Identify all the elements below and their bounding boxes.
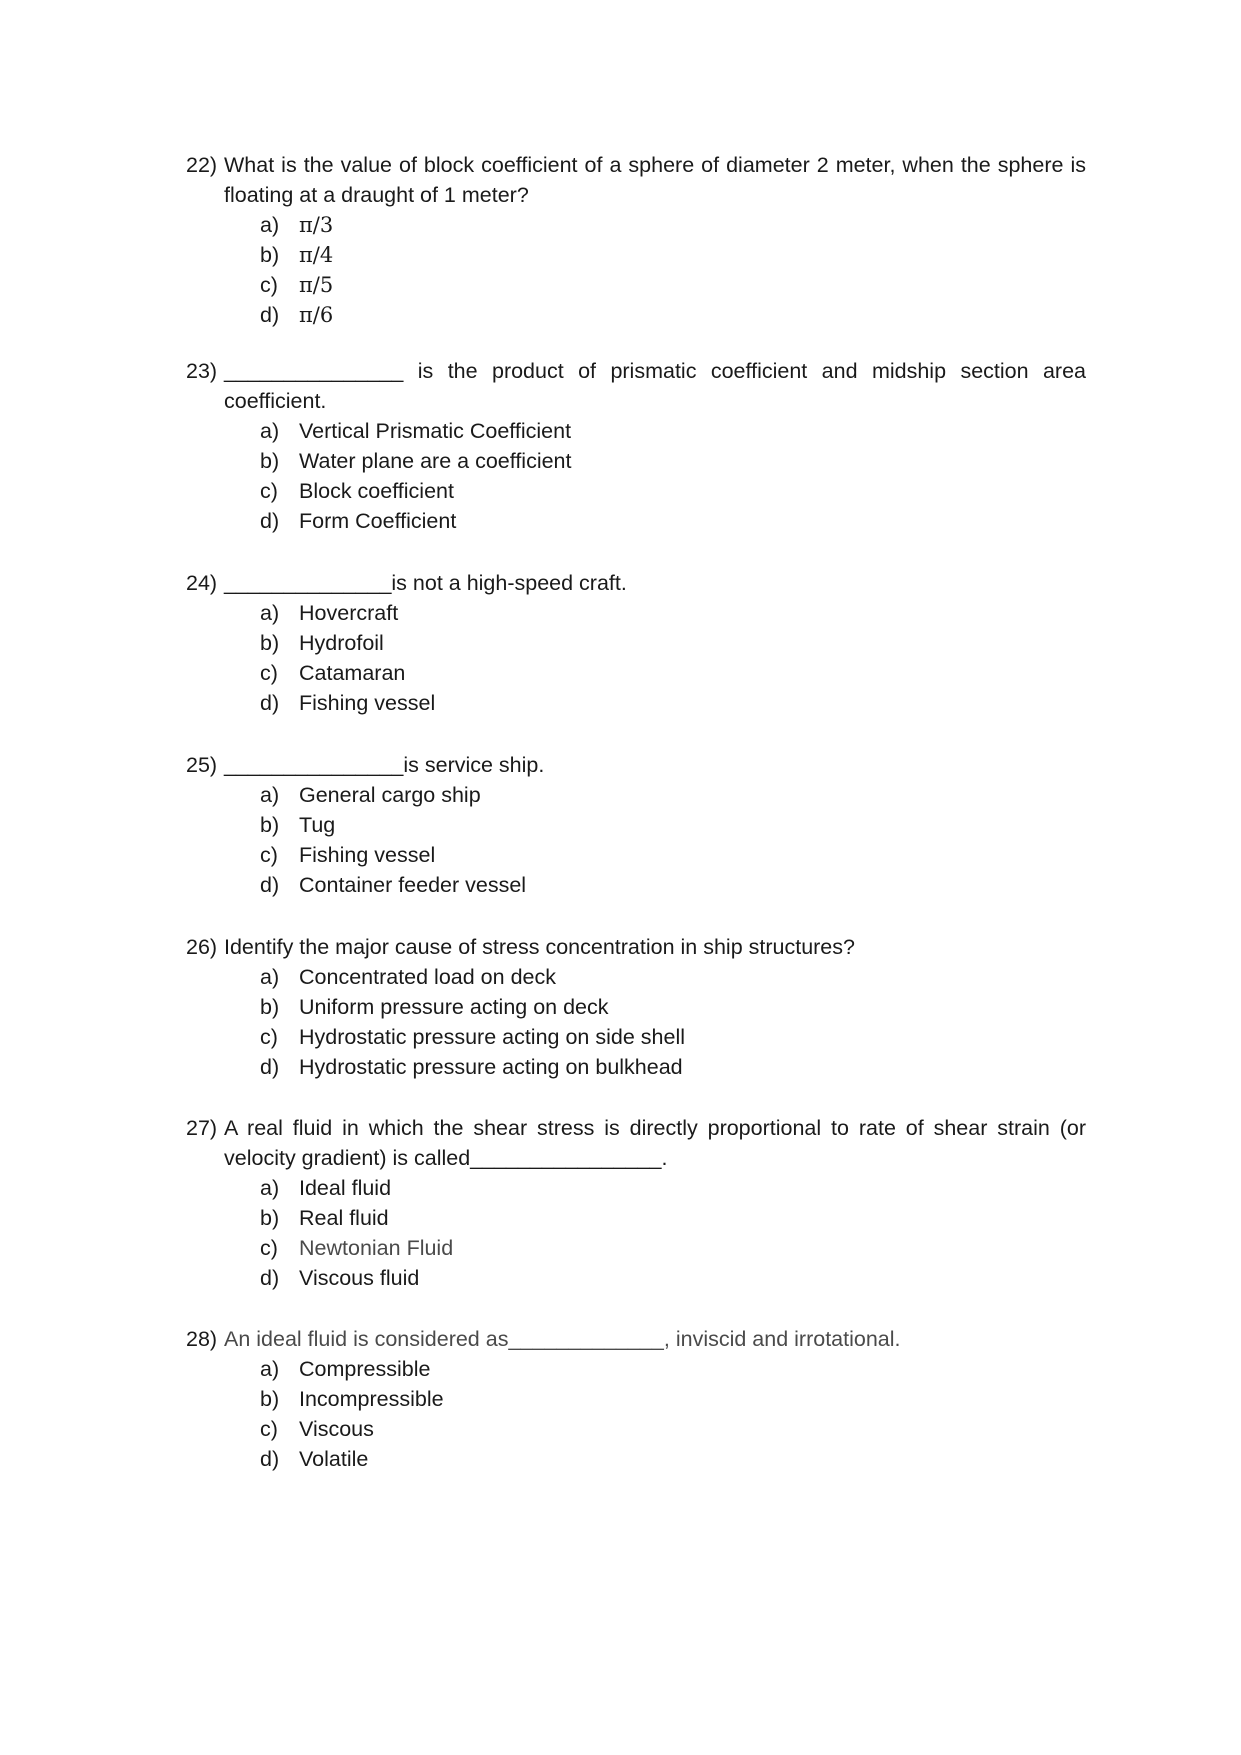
option-list (186, 1354, 1086, 1474)
option-text: Ideal fluid (299, 1176, 392, 1200)
option-b (186, 1203, 1086, 1233)
option-a (186, 1173, 1086, 1203)
option-text: Container feeder vessel (299, 873, 527, 897)
option-letter: d) (260, 509, 280, 533)
option-text: Viscous fluid (299, 1266, 420, 1290)
option-a (186, 780, 1086, 810)
option-text: Fishing vessel (299, 843, 436, 867)
question-text-block (186, 932, 1086, 962)
option-b (186, 1384, 1086, 1414)
option-c (186, 658, 1086, 688)
option-text: Water plane are a coefficient (299, 449, 572, 473)
option-letter: c) (260, 1236, 278, 1260)
option-letter: d) (260, 1447, 280, 1471)
option-a (186, 416, 1086, 446)
option-list (186, 962, 1086, 1082)
question-25 (186, 750, 1086, 900)
option-c (186, 1022, 1086, 1052)
option-letter: b) (260, 1387, 280, 1411)
option-c (186, 270, 1086, 300)
option-c (186, 476, 1086, 506)
question-text: _______________is service ship. (224, 753, 545, 777)
question-22 (186, 150, 1086, 330)
option-text: Compressible (299, 1357, 431, 1381)
option-d (186, 1052, 1086, 1082)
question-text: What is the value of block coefficient of a sphere of diameter 2 meter, when the sphere is floating at a draught of 1 meter? (224, 153, 1086, 207)
option-d (186, 688, 1086, 718)
option-a (186, 1354, 1086, 1384)
option-list (186, 598, 1086, 718)
option-letter: d) (260, 1055, 280, 1079)
option-list (186, 1173, 1086, 1293)
option-letter: a) (260, 965, 280, 989)
option-text: Hydrostatic pressure acting on bulkhead (299, 1055, 683, 1079)
question-28 (186, 1324, 1086, 1474)
option-text: Hydrostatic pressure acting on side shell (299, 1025, 685, 1049)
question-text-block (186, 150, 1086, 210)
option-list (186, 210, 1086, 330)
option-text: π/6 (299, 303, 334, 327)
option-b (186, 240, 1086, 270)
option-letter: c) (260, 1417, 278, 1441)
option-d (186, 300, 1086, 330)
option-b (186, 628, 1086, 658)
question-27 (186, 1113, 1086, 1293)
option-list (186, 416, 1086, 536)
option-letter: a) (260, 1176, 280, 1200)
option-letter: b) (260, 1206, 280, 1230)
question-text: Identify the major cause of stress concentration in ship structures? (224, 935, 855, 959)
question-number: 26) (186, 935, 218, 959)
question-text-block (186, 750, 1086, 780)
question-text-block (186, 1324, 1086, 1354)
question-text-block (186, 568, 1086, 598)
option-letter: c) (260, 479, 278, 503)
option-text: Viscous (299, 1417, 374, 1441)
question-text-block (186, 1113, 1086, 1173)
option-text: π/5 (299, 273, 334, 297)
question-number: 22) (186, 153, 218, 177)
option-letter: a) (260, 213, 280, 237)
option-text: Newtonian Fluid (299, 1236, 454, 1260)
option-letter: d) (260, 303, 280, 327)
option-letter: c) (260, 1025, 278, 1049)
option-text: Tug (299, 813, 336, 837)
option-d (186, 1444, 1086, 1474)
option-text: Form Coefficient (299, 509, 457, 533)
option-letter: b) (260, 449, 280, 473)
option-text: Volatile (299, 1447, 369, 1471)
option-text: Vertical Prismatic Coefficient (299, 419, 572, 443)
option-letter: b) (260, 631, 280, 655)
option-text: Incompressible (299, 1387, 444, 1411)
option-letter: a) (260, 419, 280, 443)
question-23 (186, 356, 1086, 536)
question-text: _______________ is the product of prismatic coefficient and midship section area coefficient. (224, 359, 1086, 413)
option-text: π/4 (299, 243, 334, 267)
option-text: Hovercraft (299, 601, 399, 625)
option-letter: b) (260, 243, 280, 267)
question-number: 27) (186, 1116, 218, 1140)
option-letter: a) (260, 783, 280, 807)
question-number: 28) (186, 1327, 218, 1351)
option-letter: d) (260, 691, 280, 715)
option-letter: a) (260, 601, 280, 625)
option-text: Block coefficient (299, 479, 454, 503)
option-text: Uniform pressure acting on deck (299, 995, 609, 1019)
option-b (186, 992, 1086, 1022)
option-letter: c) (260, 273, 278, 297)
question-26 (186, 932, 1086, 1082)
option-c (186, 840, 1086, 870)
option-letter: a) (260, 1357, 280, 1381)
option-letter: c) (260, 843, 278, 867)
option-c (186, 1414, 1086, 1444)
option-d (186, 1263, 1086, 1293)
question-text: An ideal fluid is considered as_____________, inviscid and irrotational. (224, 1327, 901, 1351)
option-d (186, 506, 1086, 536)
question-24 (186, 568, 1086, 718)
option-letter: b) (260, 995, 280, 1019)
option-letter: c) (260, 661, 278, 685)
question-number: 25) (186, 753, 218, 777)
option-text: Hydrofoil (299, 631, 384, 655)
question-text-block (186, 356, 1086, 416)
option-text: Fishing vessel (299, 691, 436, 715)
question-text: A real fluid in which the shear stress is directly proportional to rate of shear strain (or velocity gradient) is called________________. (224, 1116, 1086, 1170)
option-letter: d) (260, 873, 280, 897)
question-number: 24) (186, 571, 218, 595)
option-text: π/3 (299, 213, 334, 237)
option-letter: b) (260, 813, 280, 837)
option-letter: d) (260, 1266, 280, 1290)
option-c (186, 1233, 1086, 1263)
option-a (186, 598, 1086, 628)
question-text: ______________is not a high-speed craft. (224, 571, 627, 595)
question-number: 23) (186, 359, 218, 383)
option-list (186, 780, 1086, 900)
option-text: Real fluid (299, 1206, 389, 1230)
option-a (186, 962, 1086, 992)
option-text: Concentrated load on deck (299, 965, 556, 989)
option-b (186, 446, 1086, 476)
option-b (186, 810, 1086, 840)
option-d (186, 870, 1086, 900)
option-text: Catamaran (299, 661, 406, 685)
option-text: General cargo ship (299, 783, 481, 807)
option-a (186, 210, 1086, 240)
